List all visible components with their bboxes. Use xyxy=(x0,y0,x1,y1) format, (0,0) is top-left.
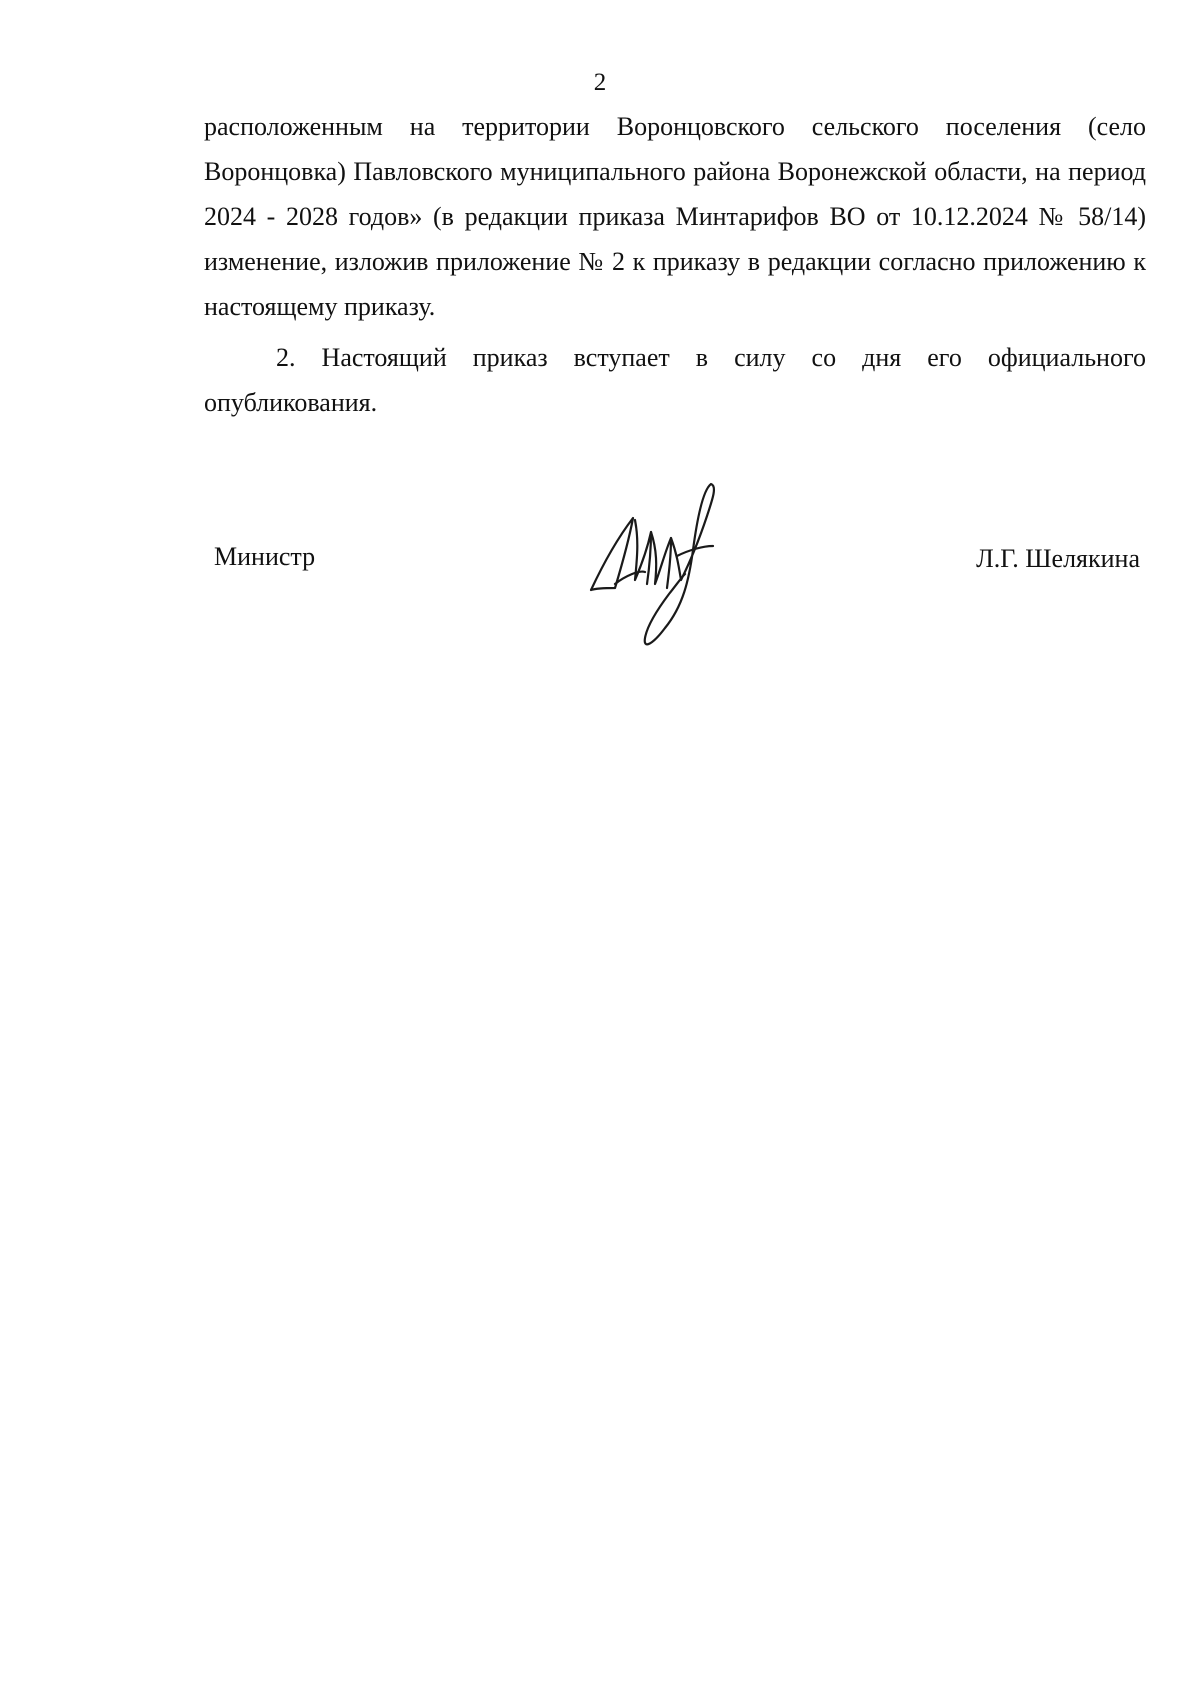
signature-block xyxy=(0,480,1200,680)
paragraph-continuation: расположенным на территории Воронцовского сельского поселения (село Воронцовка) Павловского муниципального района Воронежской области, на период 2024 - 2028 годов» (в редакции приказа Минтарифов ВО от 10.12.2024 № 58/14) изменение, изложив приложение № 2 к приказу в редакции согласно приложению к настоящему приказу. xyxy=(204,112,1146,321)
paragraph-effective-date: 2. Настоящий приказ вступает в силу со дня его официального опубликования. xyxy=(204,343,1146,417)
signer-name: Л.Г. Шелякина xyxy=(976,544,1140,573)
document-body xyxy=(204,104,1146,425)
page-number: 2 xyxy=(593,69,607,96)
signer-position: Министр xyxy=(214,542,316,571)
handwritten-signature xyxy=(585,480,735,660)
